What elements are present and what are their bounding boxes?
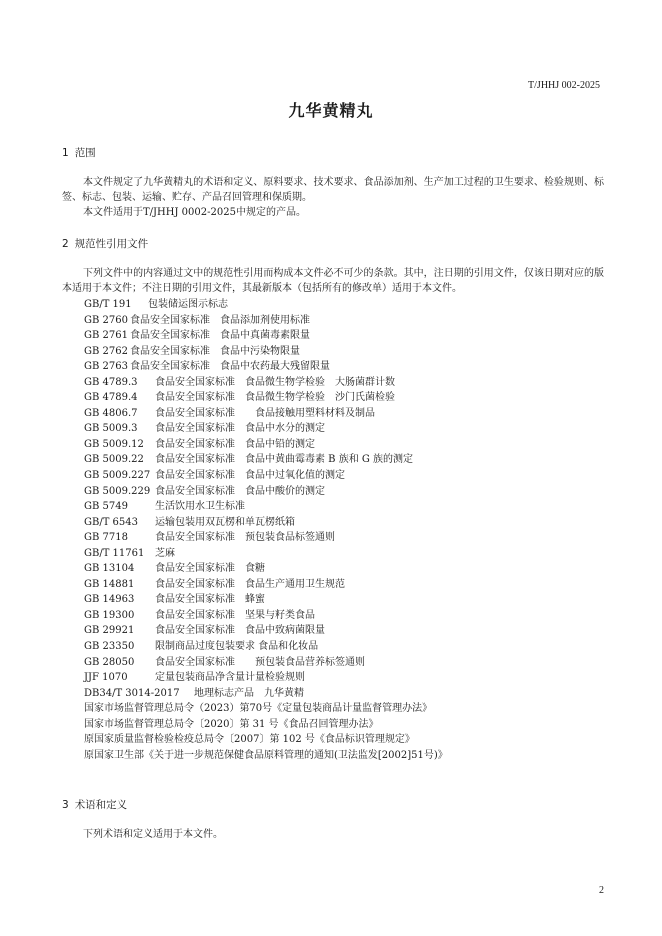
reference-item	[84, 717, 604, 733]
reference-title: 食品安全国家标准 食品中水分的测定	[155, 423, 325, 435]
page-number: 2	[599, 885, 604, 896]
section-title: 范围	[74, 147, 96, 159]
reference-code: GB/T 11761	[84, 547, 145, 559]
reference-item	[84, 701, 604, 717]
reference-code: GB 2763	[84, 361, 128, 373]
reference-code: GB 4789.4	[84, 392, 138, 404]
reference-title: 食品安全国家标准 食品中酸价的测定	[155, 485, 325, 497]
reference-item	[84, 515, 604, 531]
reference-item	[84, 748, 604, 764]
reference-title: 食品安全国家标准 食品接触用塑料材料及制品	[155, 407, 375, 419]
reference-code: GB 19300	[84, 609, 135, 621]
reference-item	[84, 499, 604, 515]
reference-code: GB/T 6543	[84, 516, 139, 528]
normative-references-list	[84, 297, 604, 763]
reference-code: GB 5009.22	[84, 454, 144, 466]
reference-item	[84, 359, 604, 375]
reference-title: 食品安全国家标准 预包装食品标签通则	[155, 532, 335, 544]
reference-title: 芝麻	[155, 547, 175, 559]
section-number: 2	[62, 238, 69, 250]
reference-code: GB 14963	[84, 594, 135, 606]
reference-code: GB 5009.227	[84, 470, 151, 482]
reference-item	[84, 421, 604, 437]
section-2-heading	[62, 236, 148, 251]
reference-item	[84, 639, 604, 655]
reference-item	[84, 732, 604, 748]
reference-code: GB 5009.12	[84, 438, 144, 450]
reference-code: JJF 1070	[84, 672, 128, 684]
section-2-intro: 下列文件中的内容通过文中的规范性引用而构成本文件必不可少的条款。其中，注日期的引用文件，仅该日期对应的版本适用于本文件；不注日期的引用文件，其最新版本（包括所有的修改单）适用于本文件。	[62, 268, 604, 295]
reference-code: GB 5749	[84, 501, 128, 513]
reference-title: 食品安全国家标准 食品中铅的测定	[155, 438, 315, 450]
reference-code: GB 23350	[84, 641, 135, 653]
reference-item	[84, 608, 604, 624]
reference-code: GB/T 191	[84, 299, 132, 310]
reference-item	[84, 546, 604, 562]
reference-item	[84, 437, 604, 453]
reference-title: 地理标志产品 九华黄精	[194, 687, 304, 699]
reference-code: GB 2762	[84, 345, 128, 357]
section-title: 术语和定义	[74, 799, 128, 811]
reference-item	[84, 655, 604, 671]
reference-title: 原国家卫生部《关于进一步规范保健食品原料管理的通知(卫法监发[2002]51号)》	[84, 749, 448, 761]
reference-item	[84, 577, 604, 593]
section-title: 规范性引用文件	[74, 238, 149, 250]
reference-title: 食品安全国家标准 食品中真菌毒素限量	[130, 330, 310, 342]
reference-code: GB 28050	[84, 656, 135, 668]
reference-code: GB 29921	[84, 625, 135, 637]
reference-item	[84, 452, 604, 468]
reference-title: 食品安全国家标准 食品中黄曲霉毒素 B 族和 G 族的测定	[155, 454, 414, 466]
reference-item	[84, 670, 604, 686]
reference-title: 原国家质量监督检验检疫总局令〔2007〕第 102 号《食品标识管理规定》	[84, 734, 415, 746]
reference-item	[84, 375, 604, 391]
reference-item	[84, 561, 604, 577]
reference-item	[84, 406, 604, 422]
standard-code: T/JHHJ 002-2025	[528, 80, 600, 91]
reference-item	[84, 623, 604, 639]
reference-title: 运输包装用双瓦楞和单瓦楞纸箱	[155, 516, 295, 528]
section-number: 1	[62, 147, 69, 159]
reference-code: GB 13104	[84, 563, 135, 575]
reference-code: GB 2761	[84, 330, 128, 342]
reference-code: GB 5009.3	[84, 423, 138, 435]
reference-code: GB 14881	[84, 578, 135, 590]
reference-title: 食品安全国家标准 食品中农药最大残留限量	[130, 361, 330, 373]
reference-item	[84, 530, 604, 546]
reference-title: 限制商品过度包装要求 食品和化妆品	[155, 641, 319, 653]
reference-title: 食品安全国家标准 食品添加剂使用标准	[130, 314, 310, 326]
reference-code: GB 2760	[84, 314, 128, 326]
reference-title: 定量包装商品净含量计量检验规则	[155, 672, 305, 684]
section-3-heading	[62, 797, 127, 812]
reference-item	[84, 592, 604, 608]
reference-title: 食品安全国家标准 食品微生物学检验 大肠菌群计数	[155, 376, 395, 388]
reference-title: 食品安全国家标准 蜂蜜	[155, 594, 265, 606]
section-number: 3	[62, 799, 69, 811]
reference-code: GB 5009.229	[84, 485, 151, 497]
reference-title: 国家市场监督管理总局令〔2020〕第 31 号《食品召回管理办法》	[84, 718, 379, 730]
reference-item	[84, 390, 604, 406]
reference-title: 国家市场监督管理总局令（2023）第70号《定量包装商品计量监督管理办法》	[84, 703, 433, 715]
section-1-paragraph-2: 本文件适用于T/JHHJ 0002-2025中规定的产品。	[83, 207, 306, 218]
reference-item	[84, 686, 604, 702]
reference-code: GB 7718	[84, 532, 128, 544]
reference-item	[84, 297, 604, 313]
reference-title: 食品安全国家标准 食品中污染物限量	[130, 345, 300, 357]
reference-title: 食品安全国家标准 食品微生物学检验 沙门氏菌检验	[155, 392, 395, 404]
reference-title: 生活饮用水卫生标准	[155, 501, 245, 513]
reference-item	[84, 344, 604, 360]
reference-title: 食品安全国家标准 坚果与籽类食品	[155, 609, 315, 621]
reference-item	[84, 328, 604, 344]
reference-code: GB 4806.7	[84, 407, 138, 419]
document-title: 九华黄精丸	[288, 101, 374, 120]
reference-code: DB34/T 3014-2017	[84, 687, 180, 699]
section-1-paragraph-1: 本文件规定了九华黄精丸的术语和定义、原料要求、技术要求、食品添加剂、生产加工过程的卫生要求、检验规则、标签、标志、包装、运输、贮存、产品召回管理和保质期。	[62, 177, 604, 204]
reference-title: 食品安全国家标准 食品中过氧化值的测定	[155, 470, 345, 482]
reference-code: GB 4789.3	[84, 376, 138, 388]
reference-title: 食品安全国家标准 预包装食品营养标签通则	[155, 656, 365, 668]
reference-title: 食品安全国家标准 食糖	[155, 563, 265, 575]
reference-title: 食品安全国家标准 食品生产通用卫生规范	[155, 578, 345, 590]
reference-item	[84, 468, 604, 484]
section-3-paragraph-1: 下列术语和定义适用于本文件。	[83, 829, 223, 840]
reference-title: 包装储运图示标志	[148, 299, 228, 310]
reference-title: 食品安全国家标准 食品中致病菌限量	[155, 625, 325, 637]
reference-item	[84, 484, 604, 500]
section-1-heading	[62, 145, 96, 160]
reference-item	[84, 313, 604, 329]
